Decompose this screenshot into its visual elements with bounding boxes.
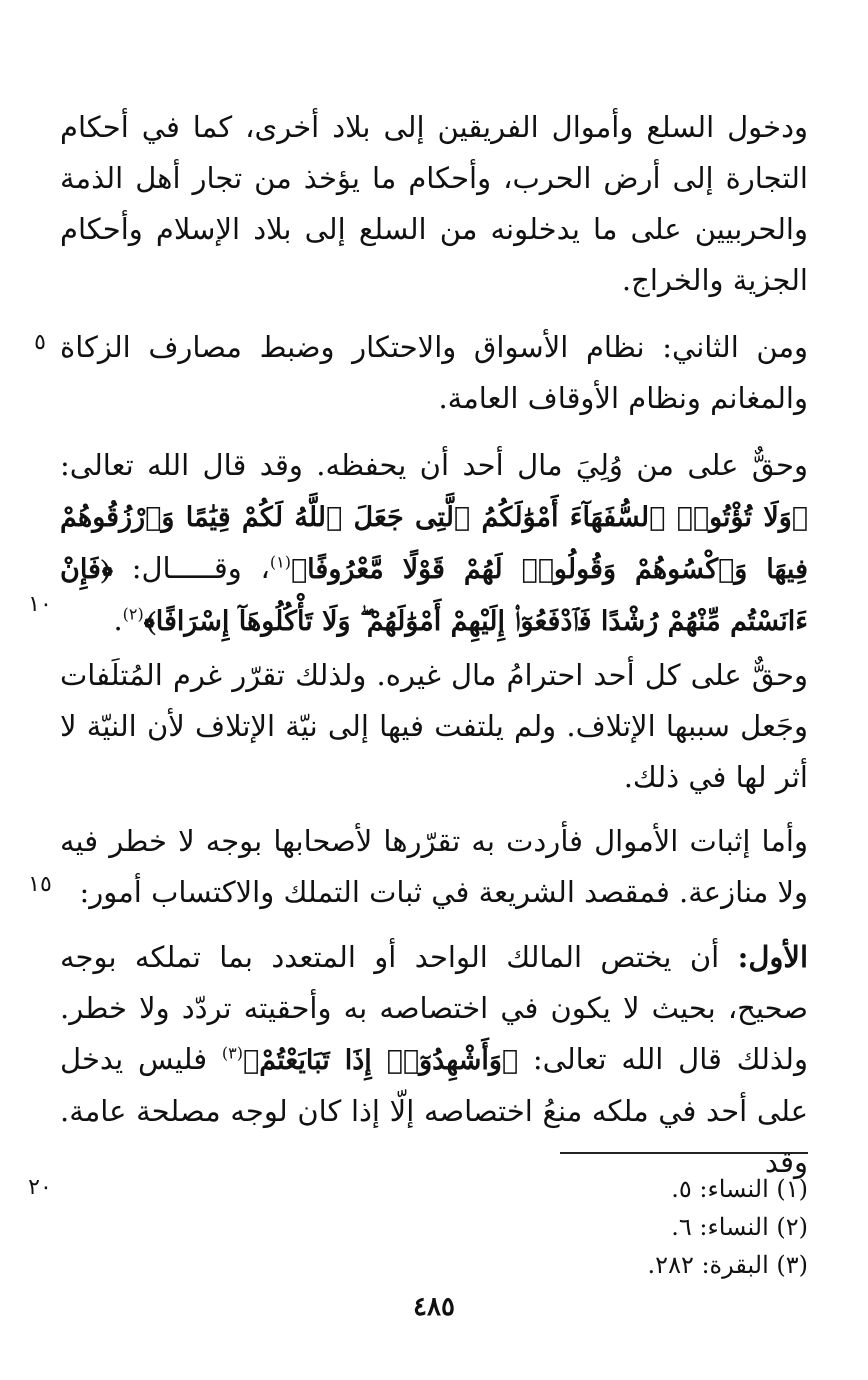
quran-verse-3: ﴿وَأَشْهِدُوٓا۟ إِذَا تَبَايَعْتُمْ﴾ — [243, 1045, 519, 1076]
page-number: ٤٨٥ — [413, 1292, 455, 1322]
paragraph-6-b: فليس يدخل على أحد في ملكه منعُ اختصاصه إلّا إذا كان لوجه مصلحة عامة. وقد — [60, 1042, 808, 1179]
main-text-6 — [60, 932, 808, 1188]
footnotes — [60, 1170, 808, 1284]
footnote-separator — [560, 1152, 808, 1154]
line-number-15: ١٥ — [28, 872, 52, 897]
paragraph-3-intro: وحقٌّ على من وُلِيَ مال أحد أن يحفظه. وقد قال الله تعالى: — [60, 448, 808, 482]
paragraph-5: وأما إثبات الأموال فأردت به تقرّرها لأصحابها بوجه لا خطر فيه ولا منازعة. فمقصد الشريعة في ثبات التملك والاكتساب أمور: — [60, 824, 808, 909]
paragraph-6 — [60, 932, 808, 1188]
line-number-5: ٥ — [34, 330, 46, 355]
paragraph-2: ومن الثاني: نظام الأسواق والاحتكار وضبط مصارف الزكاة والمغانم ونظام الأوقاف العامة. — [60, 330, 808, 415]
paragraph-3 — [60, 440, 808, 647]
paragraph-1: ودخول السلع وأموال الفريقين إلى بلاد أخرى، كما في أحكام التجارة إلى أرض الحرب، وأحكام ما يؤخذ من تجار أهل الذمة والحربيين على ما يدخلونه من السلع إلى بلاد الإسلام وأحكام الجزية والخراج. — [60, 110, 808, 297]
line-number-10: ١٠ — [28, 592, 52, 617]
footnote-ref-2: (٢) — [122, 604, 144, 624]
main-text — [60, 102, 808, 306]
paragraph-6-a: أن يختص المالك الواحد أو المتعدد بما تملكه بوجه صحيح، بحيث لا يكون في اختصاصه به وأحقيته تردّد ولا خطر. ولذلك قال الله تعالى: — [60, 940, 808, 1076]
line-number-20: ٢٠ — [28, 1175, 52, 1200]
main-text-3 — [60, 440, 808, 647]
footnote-ref-1: (١) — [269, 552, 291, 572]
footnote-ref-3: (٣) — [221, 1043, 243, 1063]
main-text-5 — [60, 816, 808, 918]
main-text-4 — [60, 650, 808, 803]
quran-verse-1: ﴿وَلَا تُؤْتُوا۟ ٱلسُّفَهَآءَ أَمْوَٰلَكُمُ ٱلَّتِى جَعَلَ ٱللَّهُ لَكُمْ قِيَٰمًا وَٱرْزُقُوهُمْ فِيهَا وَٱكْسُوهُمْ وَقُولُوا۟ لَهُمْ قَوْلًا مَّعْرُوفًا﴾ — [60, 502, 808, 585]
quran-verse-2: ﴿فَإِنْ ءَانَسْتُم مِّنْهُمْ رُشْدًا فَٱدْفَعُوٓا۟ إِلَيْهِمْ أَمْوَٰلَهُمْ ۖ وَلَا تَأْكُلُوهَآ إِسْرَافًا﴾ — [60, 554, 808, 637]
footnote-3: (٣) البقرة: ٢٨٢. — [647, 1251, 808, 1279]
footnote-1: (١) النساء: ٥. — [671, 1175, 808, 1203]
paragraph-3-mid: ، وقـــــال: — [131, 551, 270, 585]
main-text-2 — [60, 322, 808, 424]
paragraph-6-label: الأول: — [737, 940, 809, 974]
paragraph-4: وحقٌّ على كل أحد احترامُ مال غيره. ولذلك تقرّر غرم المُتلَفات وجَعل سببها الإتلاف. ولم يلتفت فيها إلى نيّة الإتلاف لأن النيّة لا أثر لها في ذلك. — [60, 658, 808, 794]
paragraph-3-end: . — [113, 603, 123, 637]
footnote-2: (٢) النساء: ٦. — [671, 1213, 808, 1241]
